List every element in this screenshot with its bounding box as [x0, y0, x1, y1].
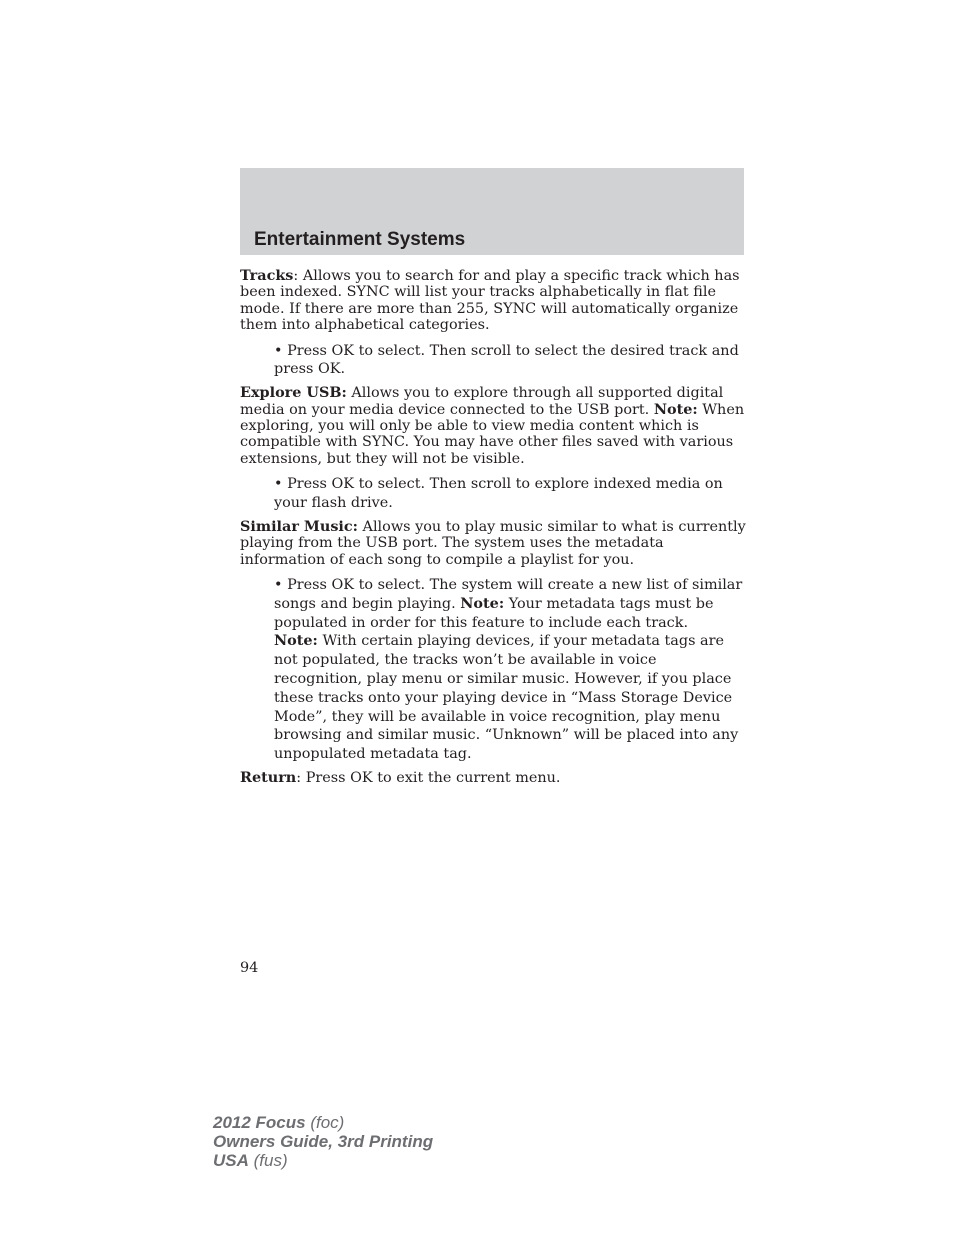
similar-music-note-label-1: Note:	[460, 594, 505, 612]
similar-music-note-label-2: Note:	[274, 632, 318, 650]
similar-music-description: Allows you to play music similar to what is currently playing from the USB port. The system uses the metadata information of each song to compile a playlist for you.	[240, 518, 746, 568]
return-term: Return	[240, 769, 297, 787]
explore-usb-bullet: • Press OK to select. Then scroll to explore indexed media on your flash drive.	[274, 476, 723, 512]
section-header-band	[240, 168, 744, 255]
explore-usb-description: Allows you to explore through all supported digital media on your media device connected to the USB port.	[240, 385, 724, 418]
footer-market: USA	[213, 1151, 249, 1170]
tracks-term: Tracks	[240, 267, 294, 284]
return-description: : Press OK to exit the current menu.	[296, 770, 561, 787]
footer-model-code: (foc)	[305, 1113, 345, 1132]
similar-music-note-text-2: With certain playing devices, if your metadata tags are not populated, the tracks won’t be available in voice recognition, play menu or similar music. However, if you place these tracks onto your playing device in “Mass Storage Device Mode”, they will be available in voice recognition, play menu browsing and similar music. “Unknown” will be placed into any unpopulated metadata tag.	[274, 633, 739, 763]
explore-usb-paragraph	[240, 385, 746, 467]
explore-usb-note-text: When exploring, you will only be able to view media content which is compatible with SYNC. You may have other files saved with various extensions, but they will not be visible.	[240, 401, 745, 467]
footer-line-model	[213, 1113, 433, 1132]
return-paragraph	[240, 770, 746, 786]
similar-music-note-text-1: Your metadata tags must be populated in order for this feature to include each track.	[274, 595, 714, 631]
footer-line-market	[213, 1151, 433, 1170]
section-title: Entertainment Systems	[254, 229, 466, 250]
page-number: 94	[240, 960, 259, 976]
tracks-paragraph	[240, 268, 746, 334]
footer-model: 2012 Focus	[213, 1113, 306, 1132]
similar-music-bullet	[274, 576, 746, 764]
explore-usb-term: Explore USB:	[240, 384, 347, 402]
similar-music-bullet-text: • Press OK to select. The system will create a new list of similar songs and begin playing.	[274, 577, 743, 612]
document-footer	[213, 1113, 433, 1170]
similar-music-paragraph	[240, 519, 746, 568]
explore-usb-note-label: Note:	[653, 400, 698, 418]
page-body	[240, 268, 746, 794]
footer-market-code: (fus)	[248, 1151, 288, 1170]
tracks-bullet: • Press OK to select. Then scroll to select the desired track and press OK.	[274, 342, 739, 378]
footer-guide: Owners Guide, 3rd Printing	[213, 1132, 434, 1151]
similar-music-term: Similar Music:	[240, 517, 358, 535]
tracks-description: : Allows you to search for and play a specific track which has been indexed. SYNC will list your tracks alphabetically in flat file mode. If there are more than 255, SYNC will automatically organize them into alphabetical categories.	[240, 268, 740, 334]
footer-line-guide	[213, 1132, 433, 1151]
